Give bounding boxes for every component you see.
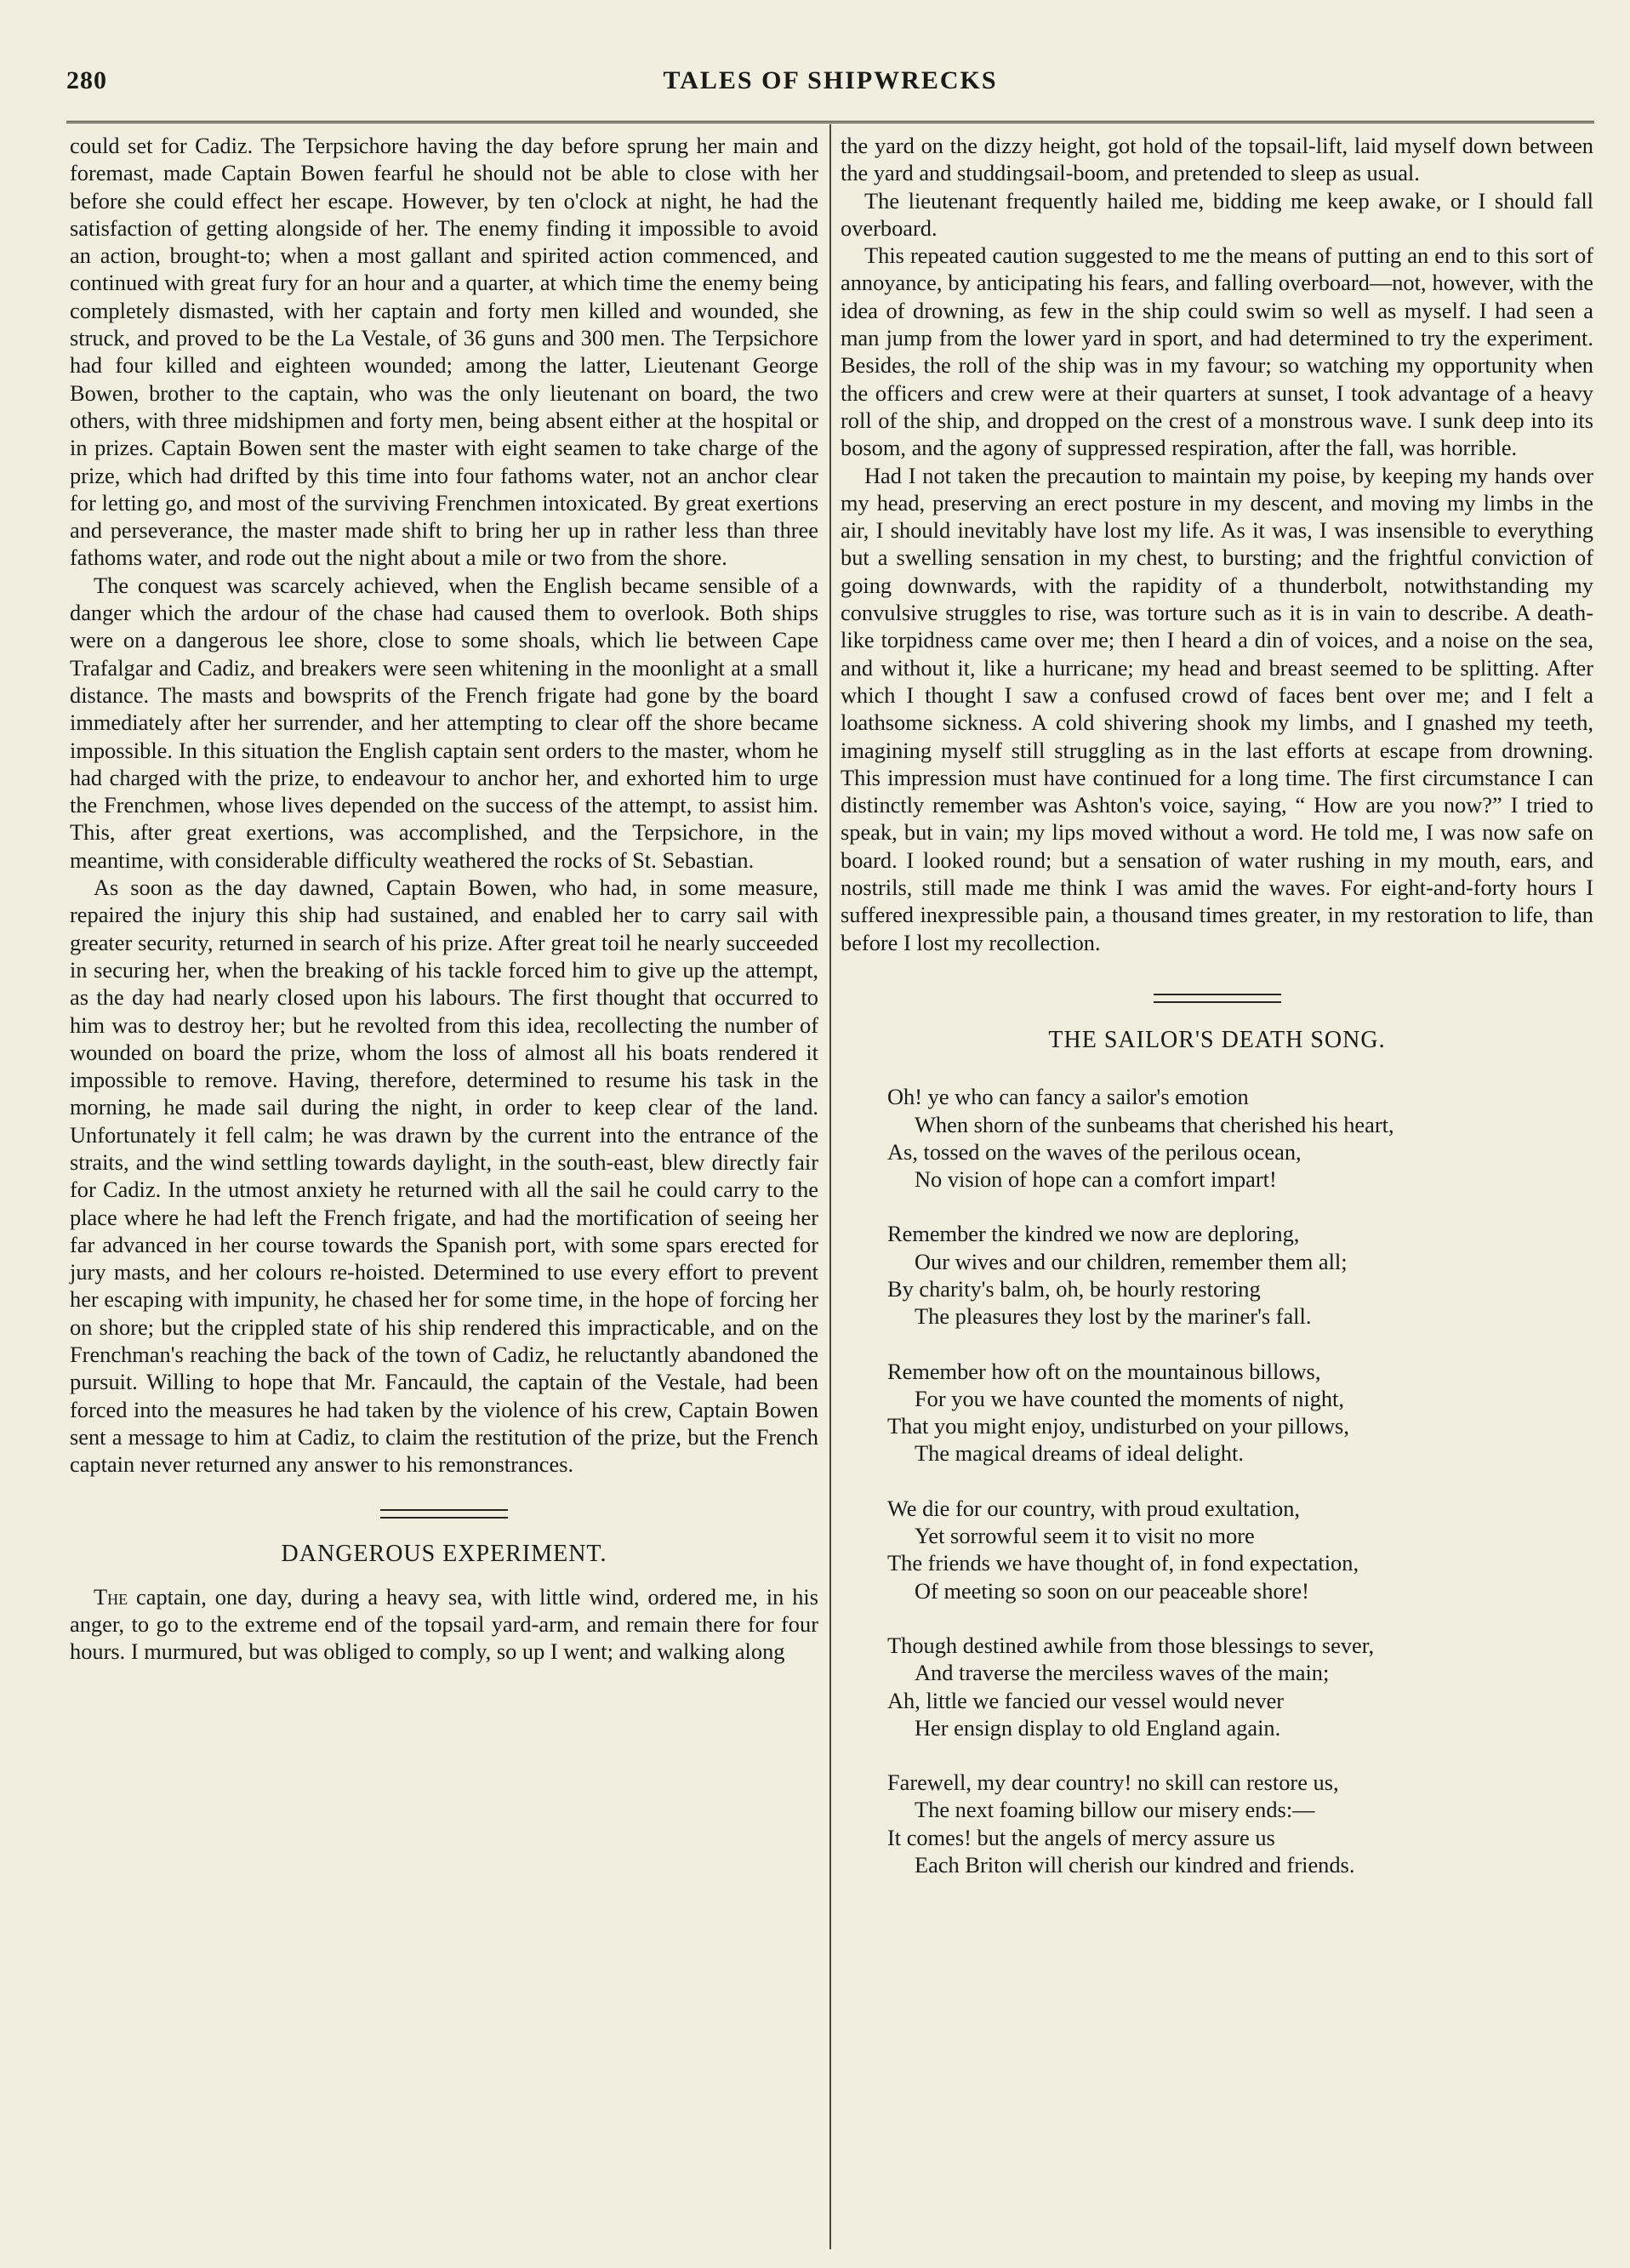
poem-line: As, tossed on the waves of the perilous ocean, [887, 1138, 1302, 1165]
right-column [841, 132, 1593, 1906]
paragraph: This repeated caution suggested to me the means of putting an end to this sort of annoyance, by anticipating his fears, and falling overboard—not, however, with the idea of drowning, as few in the ship could swim so well as myself. I had seen a man jump from the lower yard in sport, and had determined to try the experiment. Besides, the roll of the ship was in my favour; so watching my opportunity when the officers and crew were at their quarters at sunset, I took advantage of a heavy roll of the ship, and dropped on the crest of a monstrous wave. I sunk deep into its bosom, and the agony of suppressed respiration, after the fall, was horrible. [841, 242, 1593, 461]
poem-line: For you we have counted the moments of night, [915, 1385, 1344, 1411]
poem-line: And traverse the merciless waves of the main; [915, 1660, 1330, 1686]
poem-stanza [887, 1632, 1593, 1741]
poem-line: Of meeting so soon on our peaceable shore! [915, 1577, 1309, 1604]
poem-stanza [887, 1220, 1593, 1330]
page-header [66, 66, 1594, 105]
column-divider [829, 124, 831, 2249]
poem-line: It comes! but the angels of mercy assure us [887, 1824, 1275, 1850]
poem-line: Each Briton will cherish our kindred and friends. [915, 1852, 1355, 1878]
poem-line: The pleasures they lost by the mariner's fall. [915, 1303, 1312, 1330]
poem-line: We die for our country, with proud exultation, [887, 1495, 1301, 1521]
poem-stanza [887, 1083, 1593, 1193]
poem-line: No vision of hope can a comfort impart! [915, 1166, 1277, 1193]
paragraph: the yard on the dizzy height, got hold of the topsail-lift, laid myself down between the yard and studdingsail-boom, and pretended to sleep as usual. [841, 133, 1593, 186]
poem-line: The magical dreams of ideal delight. [915, 1440, 1244, 1467]
poem-stanza [887, 1495, 1593, 1604]
left-column [70, 132, 818, 1666]
section-paragraph [70, 1583, 818, 1666]
poem [887, 1083, 1593, 1878]
section-title: DANGEROUS EXPERIMENT. [281, 1540, 607, 1567]
poem-line: Remember how oft on the mountainous billows, [887, 1358, 1321, 1384]
poem-line: The next foaming billow our misery ends:— [915, 1797, 1315, 1823]
poem-stanza [887, 1769, 1593, 1878]
poem-line: That you might enjoy, undisturbed on your pillows, [887, 1413, 1349, 1439]
poem-line: Ah, little we fancied our vessel would never [887, 1687, 1285, 1713]
poem-line: Though destined awhile from those blessings to sever, [887, 1632, 1375, 1658]
paragraph: could set for Cadiz. The Terpsichore having the day before sprung her main and foremast, made Captain Bowen fearful he should not be able to close with her before she could effect her escape. However, by ten o'clock at night, he had the satisfaction of getting alongside of her. The enemy finding it impossible to avoid an action, brought-to; when a most gallant and spirited action commenced, and continued with great fury for an hour and a quarter, at which time the enemy being completely dismasted, with her captain and forty men killed and wounded, she struck, and proved to be the La Vestale, of 36 guns and 300 men. The Terpsichore had four killed and eighteen wounded; among the latter, Lieutenant George Bowen, brother to the captain, who was the only lieutenant on board, the two others, with three midshipmen and forty men, being absent either at the hospital or in prizes. Captain Bowen sent the master with eight seamen to take charge of the prize, which had drifted by this time into four fathoms water, not an anchor clear for letting go, and most of the surviving Frenchmen intoxicated. By great exertions and perseverance, the master made shift to bring her up in rather less than three fathoms water, and rode out the night about a mile or two from the shore. [70, 133, 818, 571]
paragraph: Had I not taken the precaution to maintain my poise, by keeping my hands over my head, preserving an erect posture in my descent, and moving my limbs in the air, I should inevitably have lost my life. As it was, I was insensible to everything but a swelling sensation in my chest, to bursting; and the frightful conviction of going downwards, with the rapidity of a thunderbolt, notwithstanding my convulsive struggles to rise, was torture such as it is in vain to describe. A death-like torpidness came over me; then I heard a din of voices, and a noise on the sea, and without it, like a hurricane; my head and breast seemed to be splitting. After which I thought I saw a confused crowd of faces bent over me; and I felt a loathsome sickness. A cold shivering shook my limbs, and I gnashed my teeth, imagining myself still struggling as in the last efforts at escape from drowning. This impression must have continued for a long time. The first circumstance I can distinctly remember was Ashton's voice, saying, “ How are you now?” I tried to speak, but in vain; my lips moved without a word. He told me, I was now safe on board. I looked round; but a sensation of water rushing in my mouth, ears, and nostrils, still made me think I was amid the waves. For eight-and-forty hours I suffered inexpressible pain, a thousand times greater, in my restoration to life, than before I lost my recollection. [841, 462, 1593, 955]
poem-line: By charity's balm, oh, be hourly restoring [887, 1275, 1261, 1302]
paragraph: The conquest was scarcely achieved, when the English became sensible of a danger which the ardour of the chase had caused them to overlook. Both ships were on a dangerous lee shore, close to some shoals, which lie between Cape Trafalgar and Cadiz, and breakers were seen whitening in the moonlight at a small distance. The masts and bowsprits of the French frigate had gone by the board immediately after her surrender, and her attempting to clear off the shore became impossible. In this situation the English captain sent orders to the master, whom he had charged with the prize, to endeavour to anchor her, and exhorted him to urge the Frenchmen, whose lives depended on the success of the attempt, to assist him. This, after great exertions, was accomplished, and the Terpsichore, in the meantime, with considerable difficulty weathered the rocks of St. Sebastian. [70, 572, 818, 873]
paragraph: The lieutenant frequently hailed me, bidding me keep awake, or I should fall overboard. [841, 187, 1593, 241]
first-word: The [94, 1583, 128, 1610]
poem-line: Her ensign display to old England again. [915, 1714, 1281, 1741]
poem-title: THE SAILOR'S DEATH SONG. [1048, 1026, 1386, 1053]
poem-line: The friends we have thought of, in fond expectation, [887, 1550, 1359, 1576]
poem-line: Farewell, my dear country! no skill can restore us, [887, 1769, 1339, 1796]
poem-line: Remember the kindred we now are deploring, [887, 1221, 1300, 1247]
poem-line: Yet sorrowful seem it to visit no more [915, 1523, 1255, 1549]
section-text: captain, one day, during a heavy sea, with little wind, ordered me, in his anger, to go to the extreme end of the topsail yard-arm, and remain there for four hours. I murmured, but was obliged to comply, so up I went; and walking along [70, 1583, 818, 1665]
poem-stanza [887, 1358, 1593, 1467]
poem-line: Oh! ye who can fancy a sailor's emotion [887, 1084, 1249, 1110]
page-number: 280 [66, 66, 107, 94]
section-separator [380, 1509, 508, 1519]
paragraph: As soon as the day dawned, Captain Bowen, who had, in some measure, repaired the injury this ship had sustained, and enabled her to carry sail with greater security, returned in search of his prize. After great toil he nearly succeeded in securing her, when the breaking of his tackle forced him to give up the attempt, as the day had nearly closed upon his labours. The first thought that occurred to him was to destroy her; but he revolted from this idea, recollecting the number of wounded on board the prize, whom the loss of almost all his boats rendered it impossible to remove. Having, therefore, determined to resume his task in the morning, he made sail during the night, in order to keep clear of the land. Unfortunately it fell calm; he was drawn by the current into the entrance of the straits, and the wind settling towards daylight, in the south-east, blew directly fair for Cadiz. In the utmost anxiety he returned with all the sail he could carry to the place where he had left the French frigate, and had the mortification of seeing her far advanced in her course towards the Spanish port, with some spars erected for jury masts, and her colours re-hoisted. Determined to use every effort to prevent her escaping with impunity, he chased her for some time, in the hope of forcing her on shore; but the crippled state of his ship rendered this impracticable, and on the Frenchman's reaching the back of the town of Cadiz, he reluctantly abandoned the pursuit. Willing to hope that Mr. Fancauld, the captain of the Vestale, had been forced into the measures he had taken by the violence of his crew, Captain Bowen sent a message to him at Cadiz, to claim the restitution of the prize, but the French captain never returned any answer to his remonstrances. [70, 875, 818, 1478]
running-head: TALES OF SHIPWRECKS [663, 66, 998, 94]
header-rule [66, 121, 1594, 123]
poem-line: When shorn of the sunbeams that cherished his heart, [915, 1111, 1394, 1137]
section-separator [1154, 994, 1281, 1003]
poem-line: Our wives and our children, remember them all; [915, 1248, 1348, 1274]
